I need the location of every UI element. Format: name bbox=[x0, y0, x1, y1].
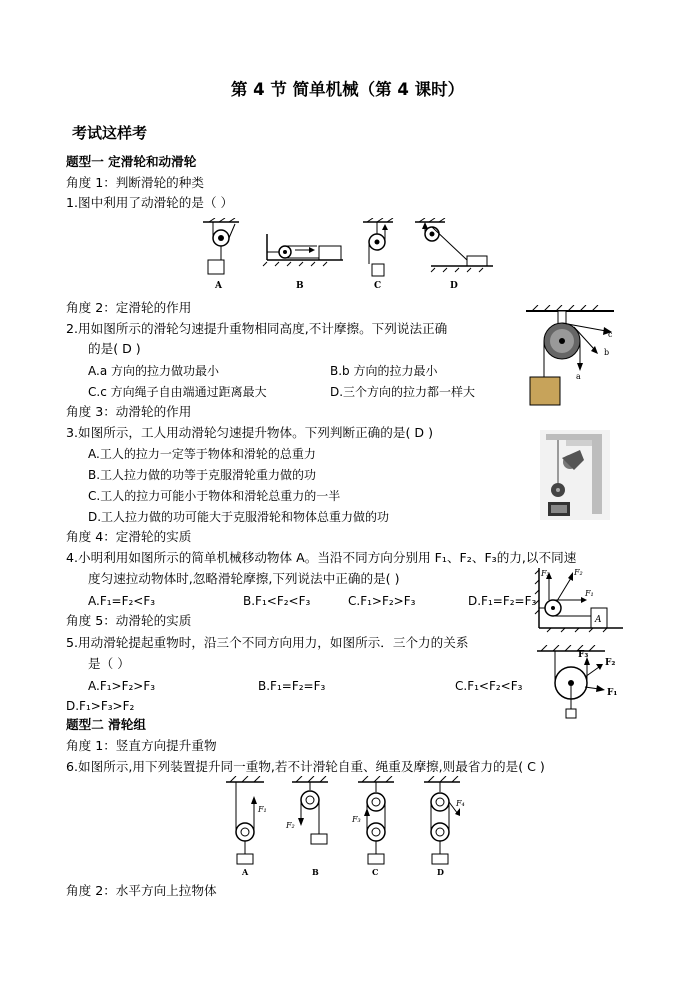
q3-figure bbox=[540, 430, 610, 520]
angle4-heading: 角度 4：定滑轮的实质 bbox=[66, 529, 192, 544]
q2-figure bbox=[518, 305, 618, 409]
angle1b-heading: 角度 1：竖直方向提升重物 bbox=[66, 738, 217, 753]
q5-figure bbox=[533, 645, 625, 721]
q1-label-c: C bbox=[374, 281, 382, 291]
q3-option-d: D.工人拉力做的功可能大于克服滑轮和物体总重力做的功 bbox=[88, 510, 390, 524]
q6-force-3: F₃ bbox=[352, 815, 361, 824]
q4-fig-object: A bbox=[595, 615, 602, 625]
q2-fig-label-a: a bbox=[576, 372, 581, 381]
angle2b-heading: 角度 2：水平方向上拉物体 bbox=[66, 883, 217, 898]
q5-option-b: B.F₁=F₂=F₃ bbox=[258, 679, 326, 693]
q4-fig-f3: F₃ bbox=[541, 569, 550, 578]
q5-option-c: C.F₁<F₂<F₃ bbox=[455, 679, 523, 693]
q6-label-d: D bbox=[437, 867, 444, 877]
angle2-heading: 角度 2：定滑轮的作用 bbox=[66, 300, 192, 315]
q1-label-b: B bbox=[296, 281, 304, 291]
section-heading: 考试这样考 bbox=[72, 124, 148, 142]
q1-figure bbox=[195, 218, 495, 292]
q4-option-c: C.F₁>F₂>F₃ bbox=[348, 594, 416, 608]
q6-figure bbox=[222, 776, 472, 878]
q4-fig-f2: F₂ bbox=[574, 568, 583, 577]
q5-option-d: D.F₁>F₃>F₂ bbox=[66, 699, 135, 713]
q1-label-a: A bbox=[215, 281, 222, 291]
q4-line1: 4.小明利用如图所示的简单机械移动物体 A。当沿不同方向分别用 F₁、F₂、F₃的力,以不同速 bbox=[66, 550, 577, 565]
q1-label-d: D bbox=[450, 281, 458, 291]
q2-line2: 的是( D ) bbox=[88, 341, 141, 356]
q2-line1: 2.用如图所示的滑轮匀速提升重物相同高度,不计摩擦。下列说法正确 bbox=[66, 321, 448, 336]
q6-text: 6.如图所示,用下列装置提升同一重物,若不计滑轮自重、绳重及摩擦,则最省力的是( C ) bbox=[66, 759, 545, 774]
q1-text: 1.图中利用了动滑轮的是（ ） bbox=[66, 195, 234, 210]
q6-force-4: F₄ bbox=[456, 799, 465, 808]
q5-line1: 5.用动滑轮提起重物时，沿三个不同方向用力，如图所示．三个力的关系 bbox=[66, 635, 469, 650]
q3-option-c: C.工人的拉力可能小于物体和滑轮总重力的一半 bbox=[88, 489, 341, 503]
q5-fig-f1: F₁ bbox=[607, 688, 618, 698]
q2-option-b: B.b 方向的拉力最小 bbox=[330, 364, 438, 378]
q2-fig-label-b: b bbox=[604, 348, 610, 357]
q3-text: 3.如图所示，工人用动滑轮匀速提升物体。下列判断正确的是( D ) bbox=[66, 425, 433, 440]
q4-figure bbox=[533, 566, 625, 634]
q3-option-a: A.工人的拉力一定等于物体和滑轮的总重力 bbox=[88, 447, 316, 461]
page-title: 第 4 节 简单机械（第 4 课时） bbox=[230, 80, 465, 99]
q6-label-a: A bbox=[242, 867, 249, 877]
q4-option-a: A.F₁=F₂<F₃ bbox=[88, 594, 156, 608]
q5-fig-f3: F₃ bbox=[578, 650, 589, 660]
q2-option-c: C.c 方向绳子自由端通过距离最大 bbox=[88, 385, 267, 399]
q5-option-a: A.F₁>F₂>F₃ bbox=[88, 679, 156, 693]
q6-force-1: F₁ bbox=[258, 805, 267, 814]
q5-fig-f2: F₂ bbox=[605, 658, 616, 668]
q2-option-d: D.三个方向的拉力都一样大 bbox=[330, 385, 476, 399]
q3-option-b: B.工人拉力做的功等于克服滑轮重力做的功 bbox=[88, 468, 317, 482]
q4-line2: 度匀速拉动物体时,忽略滑轮摩擦,下列说法中正确的是( ) bbox=[88, 571, 400, 586]
type2-heading: 题型二 滑轮组 bbox=[66, 717, 146, 732]
q4-fig-f1: F₁ bbox=[585, 589, 594, 598]
q6-label-b: B bbox=[312, 867, 319, 877]
q6-label-c: C bbox=[372, 867, 379, 877]
q2-option-a: A.a 方向的拉力做功最小 bbox=[88, 364, 219, 378]
angle1-heading: 角度 1：判断滑轮的种类 bbox=[66, 175, 204, 190]
angle5-heading: 角度 5：动滑轮的实质 bbox=[66, 613, 192, 628]
q2-fig-label-c: c bbox=[608, 330, 613, 339]
q6-force-2: F₂ bbox=[286, 821, 295, 830]
q4-option-d: D.F₁=F₂=F₃ bbox=[468, 594, 537, 608]
angle3-heading: 角度 3：动滑轮的作用 bbox=[66, 404, 192, 419]
type1-heading: 题型一 定滑轮和动滑轮 bbox=[66, 154, 197, 169]
q5-line2: 是（ ） bbox=[88, 656, 130, 671]
q4-option-b: B.F₁<F₂<F₃ bbox=[243, 594, 311, 608]
